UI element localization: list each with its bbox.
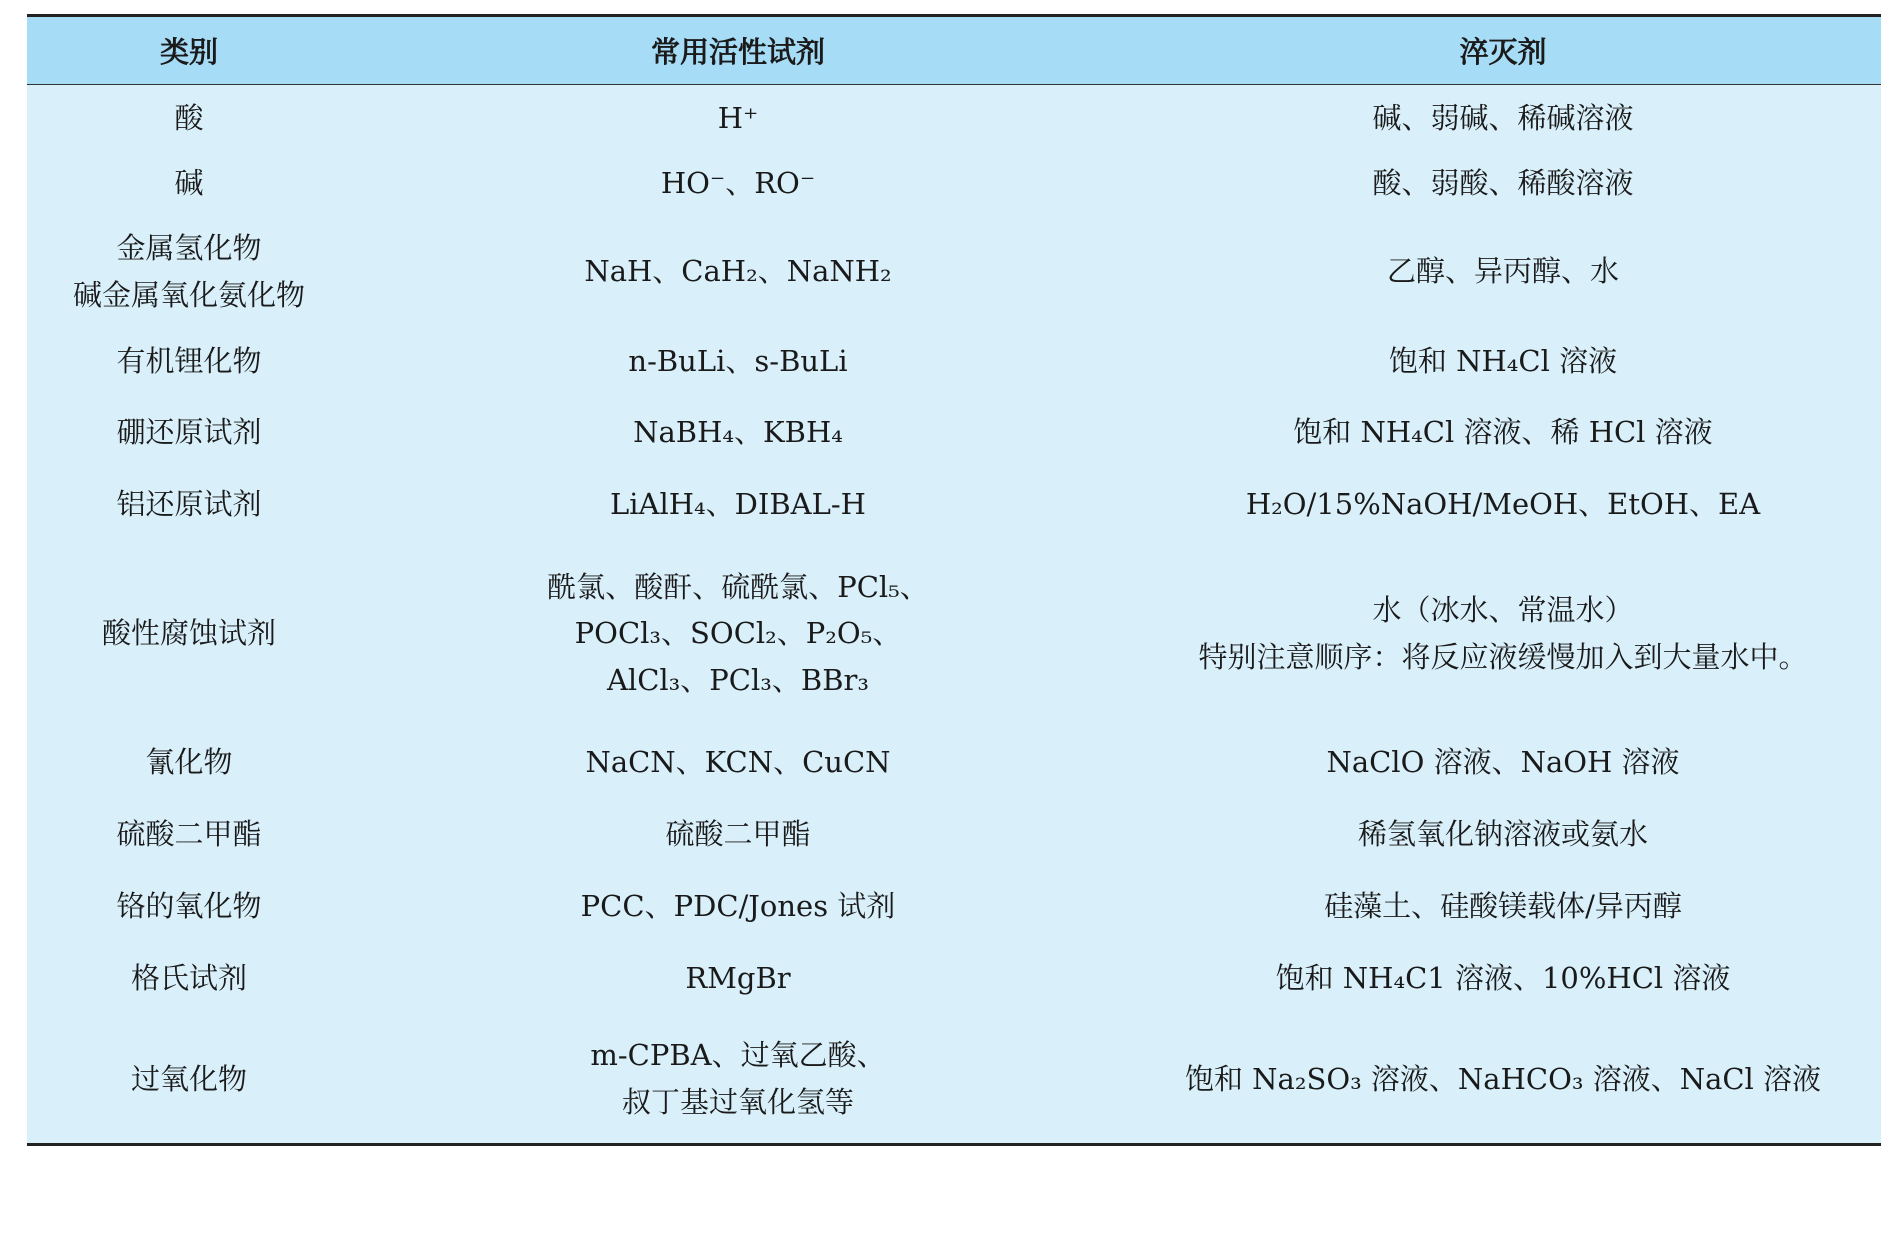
cell-quencher-line: 稀氢氧化钠溶液或氨水 — [1357, 817, 1648, 852]
cell-quencher — [1125, 151, 1881, 217]
quenching-table — [27, 14, 1881, 1146]
table-row — [27, 469, 1881, 541]
cell-reagents-line: 硫酸二甲酯 — [665, 817, 811, 852]
cell-reagents-line: POCl₃、SOCl₂、P₂O₅、 — [574, 616, 902, 651]
cell-reagents — [351, 151, 1125, 217]
cell-quencher — [1125, 871, 1881, 943]
cell-quencher-line: 饱和 NH₄Cl 溶液、稀 HCl 溶液 — [1293, 415, 1713, 450]
cell-category — [27, 217, 351, 327]
cell-reagents-line: 酰氯、酸酐、硫酰氯、PCl₅、 — [547, 569, 929, 604]
cell-reagents-line: AlCl₃、PCl₃、BBr₃ — [606, 662, 870, 697]
cell-reagents — [351, 727, 1125, 799]
cell-quencher-line: 饱和 Na₂SO₃ 溶液、NaHCO₃ 溶液、NaCl 溶液 — [1184, 1061, 1822, 1096]
cell-reagents-line: NaCN、KCN、CuCN — [585, 745, 891, 780]
cell-quencher — [1125, 1015, 1881, 1145]
cell-reagents-line: HO⁻、RO⁻ — [660, 166, 816, 201]
cell-quencher-line: 碱、弱碱、稀碱溶液 — [1372, 100, 1634, 135]
cell-reagents-line: m-CPBA、过氧乙酸、 — [590, 1038, 886, 1073]
cell-category — [27, 85, 351, 151]
cell-quencher-line: NaClO 溶液、NaOH 溶液 — [1326, 745, 1680, 780]
cell-category-line: 碱金属氧化氨化物 — [72, 277, 305, 312]
header-quencher: 淬灭剂 — [1125, 16, 1881, 85]
cell-category-line: 金属氢化物 — [116, 231, 262, 266]
cell-category-line: 格氏试剂 — [130, 961, 247, 996]
header-row — [27, 16, 1881, 85]
cell-category — [27, 327, 351, 397]
table-row — [27, 397, 1881, 469]
cell-reagents — [351, 85, 1125, 151]
cell-reagents — [351, 1015, 1125, 1145]
cell-quencher — [1125, 799, 1881, 871]
table-row — [27, 217, 1881, 327]
cell-reagents-line: n-BuLi、s-BuLi — [628, 344, 848, 379]
cell-reagents-line: NaH、CaH₂、NaNH₂ — [584, 254, 892, 289]
cell-quencher-line: H₂O/15%NaOH/MeOH、EtOH、EA — [1245, 487, 1761, 522]
table-row — [27, 541, 1881, 727]
cell-reagents — [351, 541, 1125, 727]
cell-reagents — [351, 871, 1125, 943]
cell-quencher-line: 酸、弱酸、稀酸溶液 — [1372, 166, 1634, 201]
cell-quencher — [1125, 397, 1881, 469]
table-row — [27, 1015, 1881, 1145]
header-category: 类别 — [27, 16, 351, 85]
cell-reagents — [351, 327, 1125, 397]
cell-quencher-line: 饱和 NH₄C1 溶液、10%HCl 溶液 — [1275, 961, 1731, 996]
cell-quencher-line: 特别注意顺序：将反应液缓慢加入到大量水中。 — [1198, 639, 1808, 674]
cell-category-line: 有机锂化物 — [116, 344, 262, 379]
cell-category-line: 过氧化物 — [130, 1061, 247, 1096]
cell-category — [27, 943, 351, 1015]
cell-quencher — [1125, 469, 1881, 541]
cell-reagents-line: RMgBr — [685, 961, 791, 996]
cell-quencher — [1125, 541, 1881, 727]
cell-reagents — [351, 469, 1125, 541]
cell-quencher-line: 饱和 NH₄Cl 溶液 — [1388, 344, 1618, 379]
table-row — [27, 871, 1881, 943]
cell-reagents-line: 叔丁基过氧化氢等 — [621, 1084, 854, 1119]
cell-category-line: 铝还原试剂 — [116, 487, 262, 522]
table-container — [27, 14, 1881, 1146]
cell-quencher — [1125, 943, 1881, 1015]
cell-reagents — [351, 799, 1125, 871]
cell-reagents — [351, 397, 1125, 469]
cell-category — [27, 151, 351, 217]
cell-category — [27, 727, 351, 799]
cell-reagents-line: LiAlH₄、DIBAL-H — [610, 487, 866, 522]
cell-reagents-line: NaBH₄、KBH₄ — [633, 415, 843, 450]
cell-reagents — [351, 943, 1125, 1015]
cell-quencher — [1125, 85, 1881, 151]
cell-quencher — [1125, 217, 1881, 327]
cell-category-line: 硫酸二甲酯 — [116, 817, 262, 852]
table-row — [27, 151, 1881, 217]
cell-category-line: 酸 — [174, 100, 204, 135]
cell-quencher — [1125, 727, 1881, 799]
cell-category-line: 硼还原试剂 — [116, 415, 262, 450]
cell-category — [27, 799, 351, 871]
cell-category-line: 铬的氧化物 — [116, 889, 262, 924]
cell-category — [27, 469, 351, 541]
cell-category-line: 酸性腐蚀试剂 — [101, 616, 276, 651]
cell-category-line: 碱 — [174, 166, 204, 201]
table-row — [27, 327, 1881, 397]
header-reagents: 常用活性试剂 — [351, 16, 1125, 85]
cell-reagents-line: PCC、PDC/Jones 试剂 — [580, 889, 896, 924]
cell-category — [27, 1015, 351, 1145]
cell-quencher-line: 乙醇、异丙醇、水 — [1386, 254, 1619, 289]
cell-category — [27, 397, 351, 469]
table-row — [27, 799, 1881, 871]
table-row — [27, 727, 1881, 799]
table-row — [27, 85, 1881, 151]
table-row — [27, 943, 1881, 1015]
cell-quencher — [1125, 327, 1881, 397]
cell-category — [27, 541, 351, 727]
cell-reagents-line: H⁺ — [717, 100, 759, 135]
cell-category — [27, 871, 351, 943]
cell-quencher-line: 水（冰水、常温水） — [1372, 593, 1634, 628]
cell-reagents — [351, 217, 1125, 327]
table-body — [27, 85, 1881, 1145]
cell-quencher-line: 硅藻土、硅酸镁载体/异丙醇 — [1324, 889, 1682, 924]
cell-category-line: 氰化物 — [145, 745, 233, 780]
